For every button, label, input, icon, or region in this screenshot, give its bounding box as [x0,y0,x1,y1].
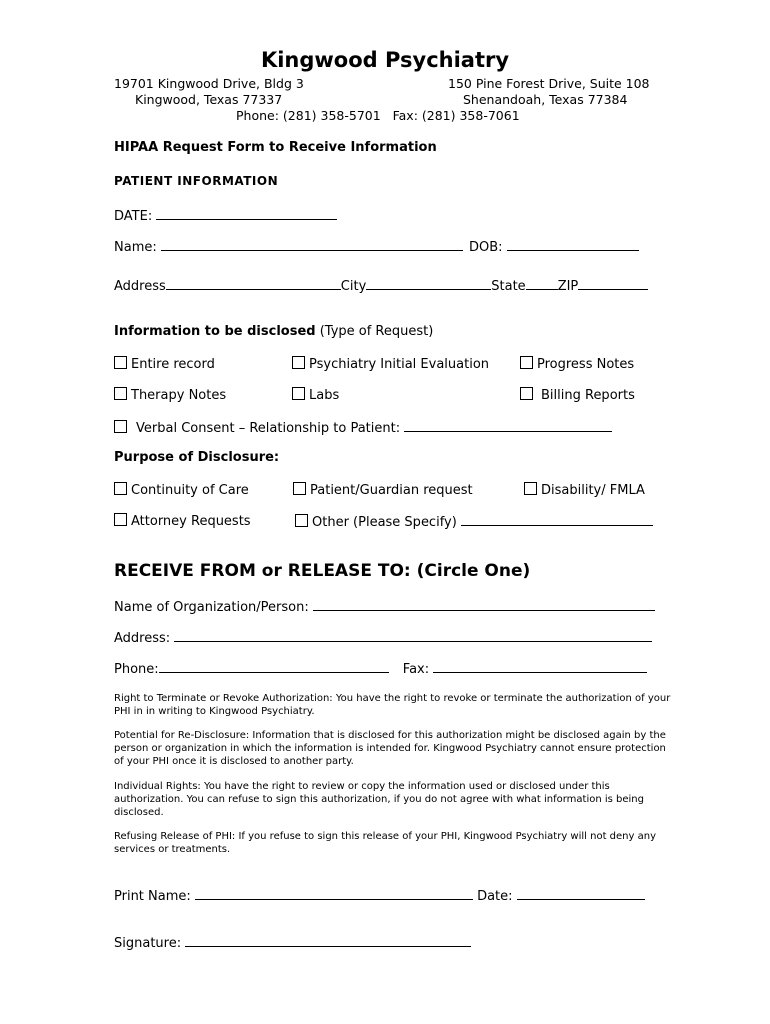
signature-date-field[interactable] [517,887,645,900]
disclosure-heading [114,324,433,339]
fax-label: Fax: [402,662,430,677]
continuity-checkbox[interactable] [114,482,127,495]
option-patient-request[interactable] [293,482,473,498]
notice-redisclosure: Potential for Re-Disclosure: Information that is disclosed for this authorization might be disclosed again by the person or organization in which the information is intended for. Kingwood Psychiatry cannot ensure protection of your PHI once it is disclosed to another party. [114,730,666,767]
dob-label: DOB: [469,240,503,255]
left-address-line-1: 19701 Kingwood Drive, Bldg 3 [114,76,304,91]
date-label: DATE: [114,209,153,224]
option-billing-reports[interactable] [520,387,635,403]
practice-title: Kingwood Psychiatry [260,48,510,72]
notice-refusing-release: Refusing Release of PHI: If you refuse to sign this release of your PHI, Kingwood Psychiatry will not deny any services or treatments. [114,831,656,855]
option-disability[interactable] [524,482,645,498]
address-label: Address [114,279,166,294]
notice-terminate: Right to Terminate or Revoke Authorization: You have the right to revoke or terminate the authorization of your PHI in in writing to Kingwood Psychiatry. [114,693,671,717]
disability-checkbox[interactable] [524,482,537,495]
relationship-field[interactable] [404,419,612,432]
zip-field[interactable] [578,277,648,290]
signature-label: Signature: [114,936,182,951]
print-name-label: Print Name: [114,889,191,904]
phone-fax-row [114,660,647,677]
release-address-row [114,629,652,646]
attorney-checkbox[interactable] [114,513,127,526]
phone-label: Phone: [114,662,159,677]
zip-label: ZIP [557,279,579,294]
patient-request-label: Patient/Guardian request [310,483,473,498]
option-verbal-consent[interactable] [114,419,612,436]
notice-individual-rights: Individual Rights: You have the right to review or copy the information used or disclosed under this authorization. You can refuse to sign this authorization, if you do not agree with what information is being disclosed. [114,781,644,818]
city-field[interactable] [366,277,491,290]
fax-field[interactable] [433,660,647,673]
date-row [114,207,337,224]
attorney-label: Attorney Requests [131,514,251,529]
organization-label: Name of Organization/Person: [114,600,309,615]
continuity-label: Continuity of Care [131,483,249,498]
billing-reports-checkbox[interactable] [520,387,533,400]
address-row [114,277,648,294]
city-label: City [340,279,367,294]
therapy-notes-label: Therapy Notes [131,388,227,403]
patient-section-heading: PATIENT INFORMATION [114,174,279,188]
date-field[interactable] [156,207,337,220]
release-address-field[interactable] [174,629,652,642]
disclosure-label-suffix: (Type of Request) [315,324,434,339]
name-row [114,238,639,255]
state-field[interactable] [526,277,558,290]
labs-checkbox[interactable] [292,387,305,400]
print-name-field[interactable] [195,887,473,900]
signature-row [114,934,471,951]
disability-label: Disability/ FMLA [541,483,645,498]
right-address-line-1: 150 Pine Forest Drive, Suite 108 [448,76,650,91]
option-therapy-notes[interactable] [114,387,226,403]
organization-row [114,598,655,615]
dob-field[interactable] [507,238,639,251]
option-labs[interactable] [292,387,339,403]
organization-field[interactable] [313,598,655,611]
form-heading: HIPAA Request Form to Receive Information [114,140,437,155]
right-address-line-2: Shenandoah, Texas 77384 [463,92,628,107]
option-progress-notes[interactable] [520,356,634,372]
progress-notes-label: Progress Notes [537,357,635,372]
disclosure-label: Information to be disclosed [114,324,316,339]
labs-label: Labs [309,388,340,403]
option-entire-record[interactable] [114,356,215,372]
billing-reports-label: Billing Reports [541,388,635,403]
print-name-row [114,887,645,904]
patient-request-checkbox[interactable] [293,482,306,495]
other-checkbox[interactable] [295,514,308,527]
name-field[interactable] [161,238,463,251]
state-label: State [491,279,526,294]
verbal-consent-label: Verbal Consent – Relationship to Patient: [136,421,401,436]
psych-eval-label: Psychiatry Initial Evaluation [309,357,490,372]
phone-field[interactable] [159,660,389,673]
address-field[interactable] [166,277,341,290]
psych-eval-checkbox[interactable] [292,356,305,369]
purpose-heading: Purpose of Disclosure: [114,450,280,465]
progress-notes-checkbox[interactable] [520,356,533,369]
option-other[interactable] [295,513,653,530]
entire-record-checkbox[interactable] [114,356,127,369]
option-continuity-of-care[interactable] [114,482,249,498]
name-label: Name: [114,240,157,255]
verbal-consent-checkbox[interactable] [114,420,127,433]
option-psych-eval[interactable] [292,356,489,372]
entire-record-label: Entire record [131,357,215,372]
signature-field[interactable] [185,934,471,947]
therapy-notes-checkbox[interactable] [114,387,127,400]
release-address-label: Address: [114,631,171,646]
option-attorney-requests[interactable] [114,513,251,529]
contact-line: Phone: (281) 358-5701 Fax: (281) 358-7061 [236,108,520,123]
other-specify-field[interactable] [461,513,653,526]
release-heading: RECEIVE FROM or RELEASE TO: (Circle One) [114,561,531,581]
left-address-line-2: Kingwood, Texas 77337 [135,92,283,107]
other-label: Other (Please Specify) [312,515,457,530]
signature-date-label: Date: [477,889,513,904]
